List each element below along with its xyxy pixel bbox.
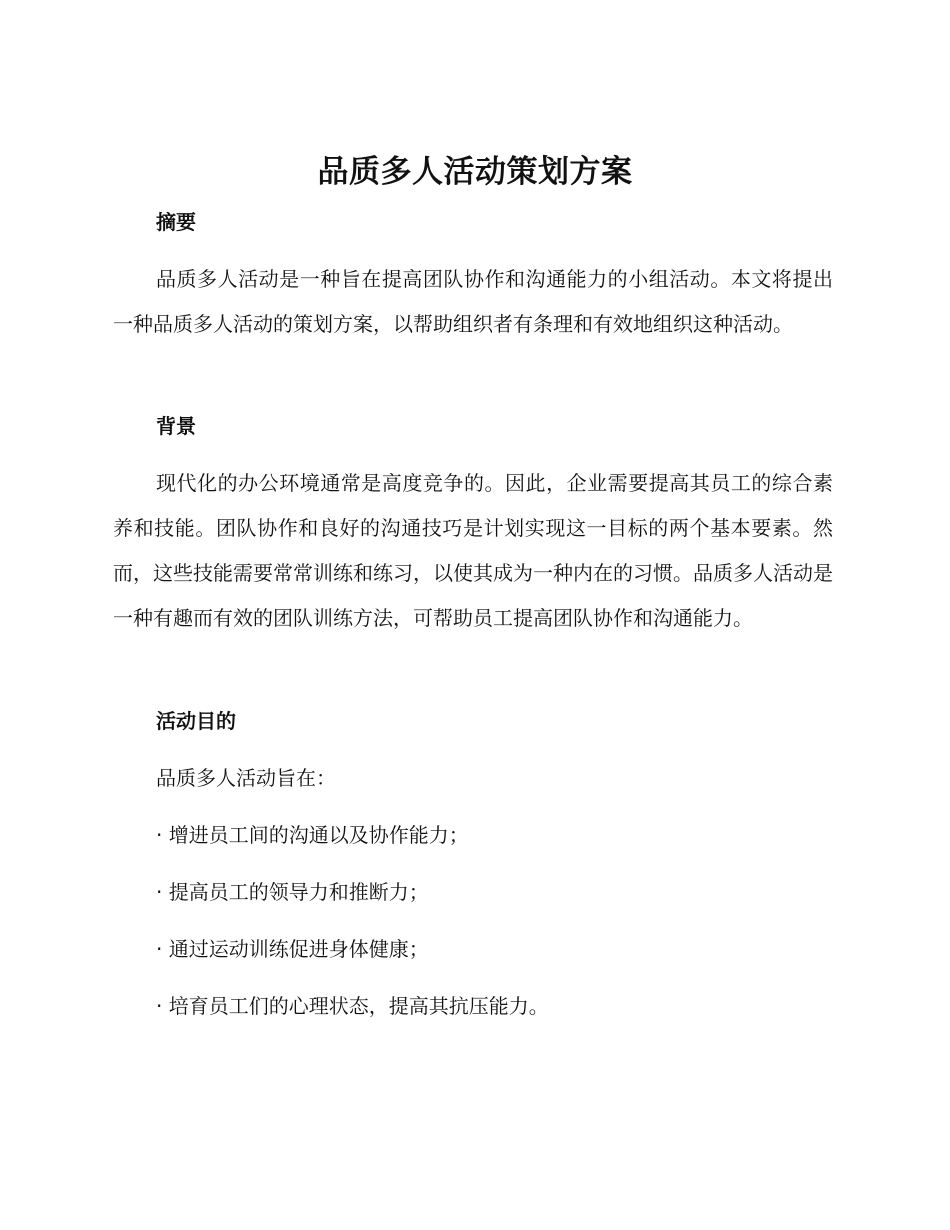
- section-heading-background: 背景: [156, 414, 196, 438]
- list-item: · 培育员工们的心理状态，提高其抗压能力。: [156, 994, 549, 1018]
- section-heading-purpose: 活动目的: [156, 709, 236, 733]
- abstract-paragraph: 品质多人活动是一种旨在提高团队协作和沟通能力的小组活动。本文将提出一种品质多人活动的策划方案，以帮助组织者有条理和有效地组织这种活动。: [113, 267, 833, 336]
- section-heading-abstract: 摘要: [156, 210, 196, 234]
- list-item: · 提高员工的领导力和推断力；: [156, 880, 429, 904]
- background-paragraph: 现代化的办公环境通常是高度竞争的。因此，企业需要提高其员工的综合素养和技能。团队协作和良好的沟通技巧是计划实现这一目标的两个基本要素。然而，这些技能需要常常训练和练习，以使其成为一种内在的习惯。品质多人活动是一种有趣而有效的团队训练方法，可帮助员工提高团队协作和沟通能力。: [113, 471, 833, 630]
- list-item: · 通过运动训练促进身体健康；: [156, 937, 429, 961]
- document-title: 品质多人活动策划方案: [317, 154, 633, 190]
- list-item: · 增进员工间的沟通以及协作能力；: [156, 823, 469, 847]
- purpose-intro: 品质多人活动旨在：: [156, 766, 336, 790]
